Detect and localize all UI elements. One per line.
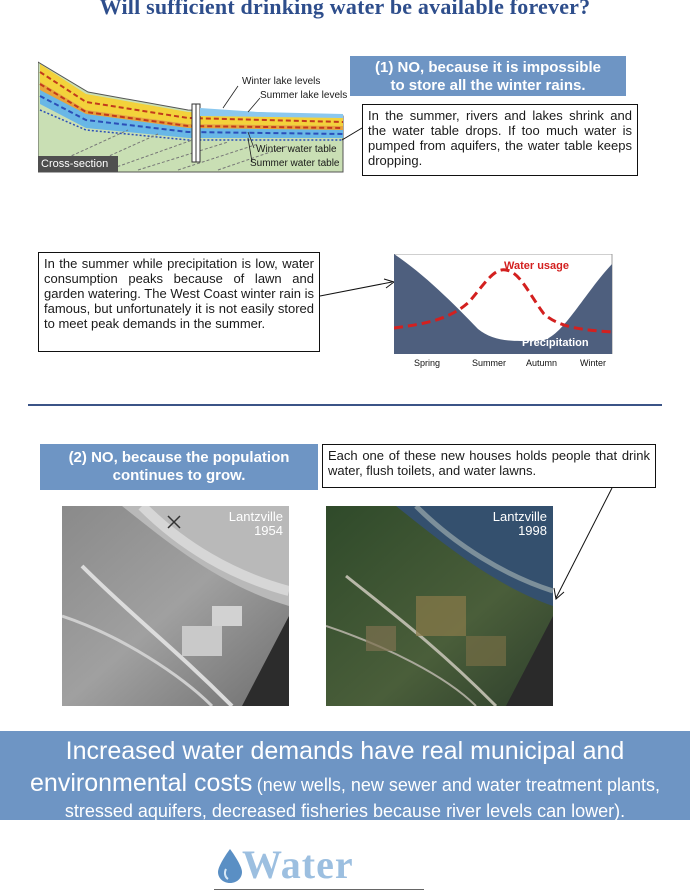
aerial-photo-1954	[62, 506, 289, 706]
page-title: Will sufficient drinking water be available forever?	[99, 0, 591, 19]
logo-text: Water	[242, 842, 354, 887]
season-autumn: Autumn	[526, 358, 558, 368]
winter-lake-levels-label: Winter lake levels	[242, 76, 321, 87]
season-summer: Summer	[472, 358, 507, 368]
season-winter: Winter	[580, 358, 607, 368]
photo1-place: Lantzville	[228, 509, 283, 524]
costs-banner-detail: (new wells, new sewer and water treatment plants, stressed aquifers, decreased fisheries because river levels can lower).	[64, 775, 660, 821]
summer-lake-levels-label: Summer lake levels	[260, 90, 348, 101]
precipitation-label: Precipitation	[522, 337, 589, 349]
winter-water-table-label: Winter water table	[256, 144, 337, 155]
water-drop-icon	[218, 849, 242, 883]
houses-text-box: Each one of these new houses holds people that drink water, flush toilets, and water lawns.	[322, 444, 656, 488]
section1-banner	[350, 56, 626, 96]
summer-water-table-label: Summer water table	[250, 158, 340, 169]
costs-banner	[0, 731, 690, 820]
cross-section-diagram	[38, 52, 358, 174]
houses-box-arrow	[548, 486, 620, 606]
aerial-photo-1998	[326, 506, 553, 706]
section2-banner-line2: continues to grow.	[112, 467, 246, 484]
section2-banner-line1: (2) NO, because the population	[68, 449, 290, 466]
water-usage-label: Water usage	[504, 260, 570, 272]
logo-underline	[214, 889, 424, 890]
summer-box-pointer	[340, 124, 364, 144]
cross-section-label: Cross-section	[41, 158, 109, 170]
section1-banner-line1: (1) NO, because it is impossible	[375, 59, 601, 76]
season-spring: Spring	[414, 358, 441, 368]
precipitation-text-box: In the summer while precipitation is low, water consumption peaks because of lawn and garden watering. The West Coast winter rain is famous, but unfortunately it is not easily stored to meet peak demands in the summer.	[38, 252, 320, 352]
photo2-year: 1998	[518, 523, 547, 538]
section1-banner-line2: to store all the winter rains.	[390, 77, 586, 94]
water-usage-chart	[394, 254, 614, 370]
summer-water-box: In the summer, rivers and lakes shrink and the water table drops. If too much water is pumped from aquifers, the water table keeps dropping.	[362, 104, 638, 176]
costs-banner-lead: Increased water demands have real municipal and environmental costs	[30, 737, 625, 797]
precip-box-arrow	[318, 276, 398, 300]
water-logo	[214, 843, 424, 891]
photo1-year: 1954	[254, 523, 283, 538]
section2-banner	[40, 444, 318, 490]
photo2-place: Lantzville	[492, 509, 547, 524]
section-divider	[28, 404, 662, 406]
